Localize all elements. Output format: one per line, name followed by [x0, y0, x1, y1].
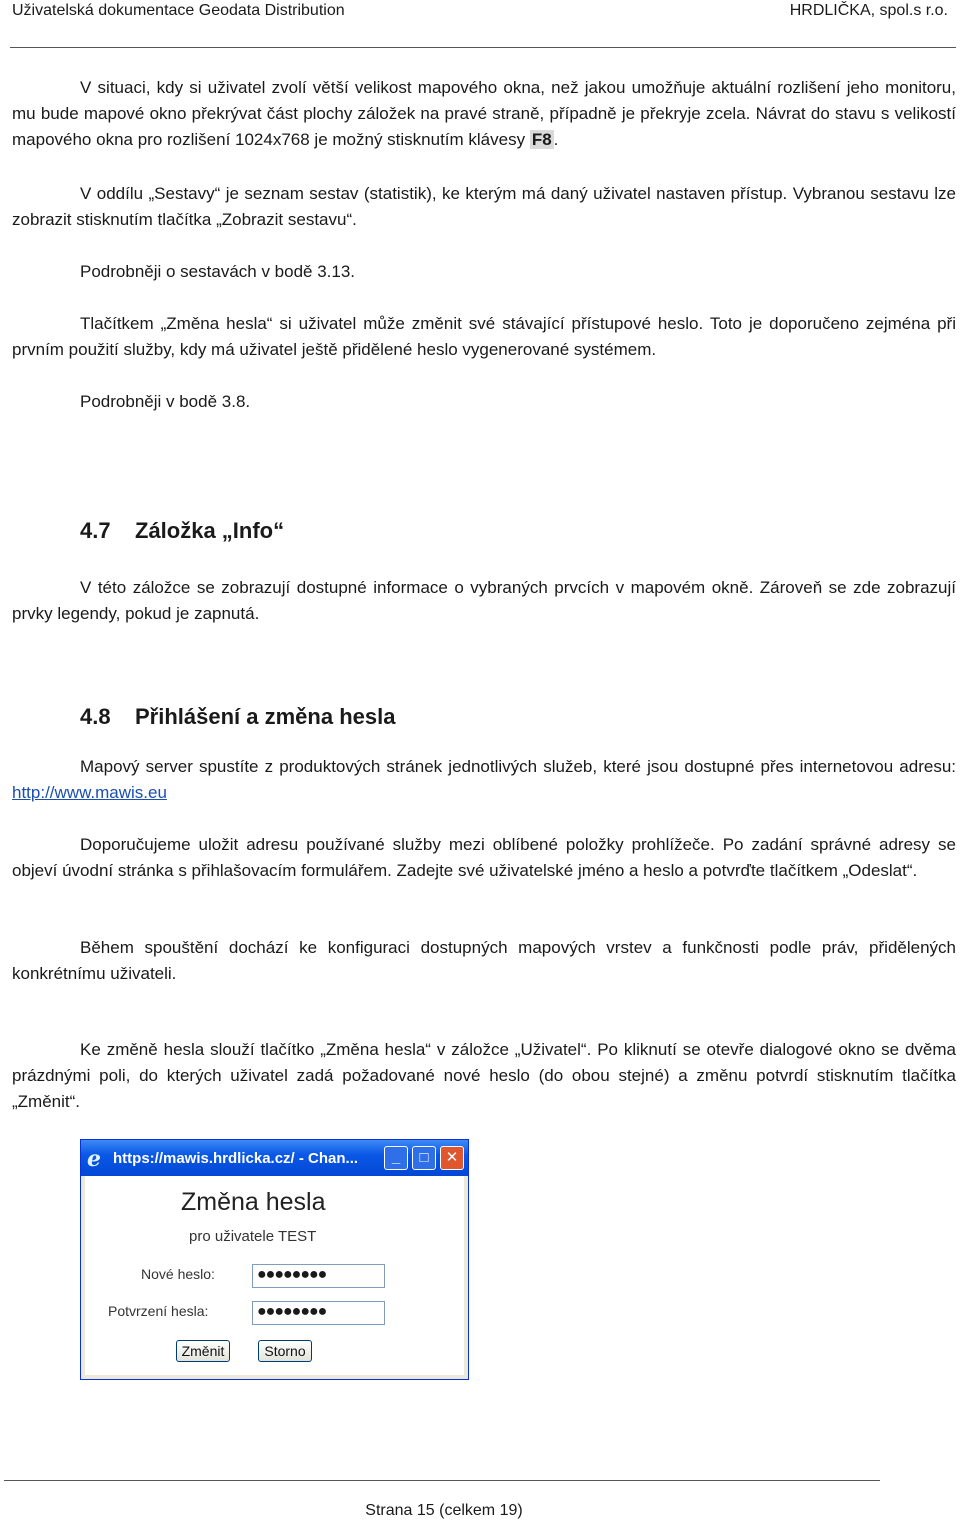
heading-4-7-title: Záložka „Info“: [135, 518, 285, 543]
paragraph-sestavy-text: V oddílu „Sestavy“ je seznam sestav (statistik), ke kterým má daný uživatel nastaven přístup. Vybranou sestavu lze zobrazit stisknutím tlačítka „Zobrazit sestavu“.: [12, 184, 956, 229]
confirm-password-label: Potvrzení hesla:: [108, 1303, 209, 1319]
close-icon[interactable]: ✕: [440, 1146, 464, 1170]
paragraph-startup: [12, 935, 956, 987]
paragraph-startup-text: Během spouštění dochází ke konfiguraci dostupných mapových vrstev a funkčnosti podle práv, přidělených konkrétnímu uživateli.: [12, 938, 956, 983]
heading-4-8-title: Přihlášení a změna hesla: [135, 704, 396, 729]
heading-4-8-number: 4.8: [80, 704, 111, 729]
paragraph-server-text: Mapový server spustíte z produktových stránek jednotlivých služeb, které jsou dostupné přes internetovou adresu:: [80, 757, 956, 776]
paragraph-info-text: V této záložce se zobrazují dostupné informace o vybraných prvcích v mapovém okně. Zároveň se zde zobrazují prvky legendy, pokud je zapnutá.: [12, 578, 956, 623]
paragraph-change-password: [12, 1037, 956, 1115]
paragraph-change-password-text: Ke změně hesla slouží tlačítko „Změna hesla“ v záložce „Uživatel“. Po kliknutí se otevře dialogové okno se dvěma prázdnými poli, do kterých uživatel zadá požadované nové heslo (do obou stejné) a změnu potvrdí stisknutím tlačítka „Změnit“.: [12, 1040, 956, 1111]
paragraph-sestavy: [12, 181, 956, 233]
paragraph-info: [12, 575, 956, 627]
heading-4-8: [80, 704, 395, 730]
paragraph-zmena-hesla: [12, 311, 956, 363]
paragraph-hesla-ref-text: Podrobněji v bodě 3.8.: [80, 392, 251, 411]
change-password-dialog: [80, 1139, 469, 1380]
dialog-titlebar[interactable]: [81, 1140, 468, 1176]
dialog-content: [85, 1176, 464, 1375]
header-divider: [10, 47, 956, 48]
browser-icon: e: [87, 1146, 101, 1172]
confirm-password-field[interactable]: ●●●●●●●●: [252, 1301, 385, 1325]
dialog-title: Změna hesla: [181, 1188, 326, 1216]
paragraph-favorites: [12, 832, 956, 884]
paragraph-sestavy-ref: [12, 259, 956, 285]
footer-divider: [4, 1480, 880, 1481]
dialog-subtitle: pro uživatele TEST: [189, 1228, 317, 1245]
new-password-field[interactable]: ●●●●●●●●: [252, 1264, 385, 1288]
minimize-icon[interactable]: _: [384, 1146, 408, 1170]
maximize-icon[interactable]: □: [412, 1146, 436, 1170]
change-button[interactable]: Změnit: [176, 1340, 230, 1362]
heading-4-7-number: 4.7: [80, 518, 111, 543]
cancel-button[interactable]: Storno: [258, 1340, 312, 1362]
dialog-titlebar-text: https://mawis.hrdlicka.cz/ - Chan...: [113, 1150, 359, 1167]
paragraph-window-size-text: V situaci, kdy si uživatel zvolí větší velikost mapového okna, než jakou umožňuje aktuální rozlišení jeho monitoru, mu bude mapové okno překrývat část plochy záložek na pravé straně, případně je překryje zcela. Návrat do stavu s velikostí mapového okna pro rozlišení 1024x768 je možný stisknutím klávesy: [12, 78, 956, 149]
page-number: Strana 15 (celkem 19): [365, 1502, 523, 1519]
paragraph-zmena-hesla-text: Tlačítkem „Změna hesla“ si uživatel může změnit své stávající přístupové heslo. Toto je doporučeno zejména při prvním použití služby, kdy má uživatel ještě přidělené heslo vygenerované systémem.: [12, 314, 956, 359]
heading-4-7: [80, 518, 284, 544]
header-company: HRDLIČKA, spol.s r.o.: [789, 2, 948, 19]
paragraph-server: [12, 754, 956, 806]
paragraph-sestavy-ref-text: Podrobněji o sestavách v bodě 3.13.: [80, 262, 356, 281]
mawis-link[interactable]: http://www.mawis.eu: [12, 783, 167, 802]
paragraph-hesla-ref: [12, 389, 956, 415]
paragraph-favorites-text: Doporučujeme uložit adresu používané služby mezi oblíbené položky prohlížeče. Po zadání správné adresy se objeví úvodní stránka s přihlašovacím formulářem. Zadejte své uživatelské jméno a heslo a potvrďte tlačítkem „Odeslat“.: [12, 835, 956, 880]
new-password-label: Nové heslo:: [141, 1266, 215, 1282]
key-f8: F8: [531, 130, 552, 149]
paragraph-window-size-end: .: [553, 130, 559, 149]
header-doc-title: Uživatelská dokumentace Geodata Distribution: [12, 2, 345, 19]
paragraph-window-size: [12, 75, 956, 153]
